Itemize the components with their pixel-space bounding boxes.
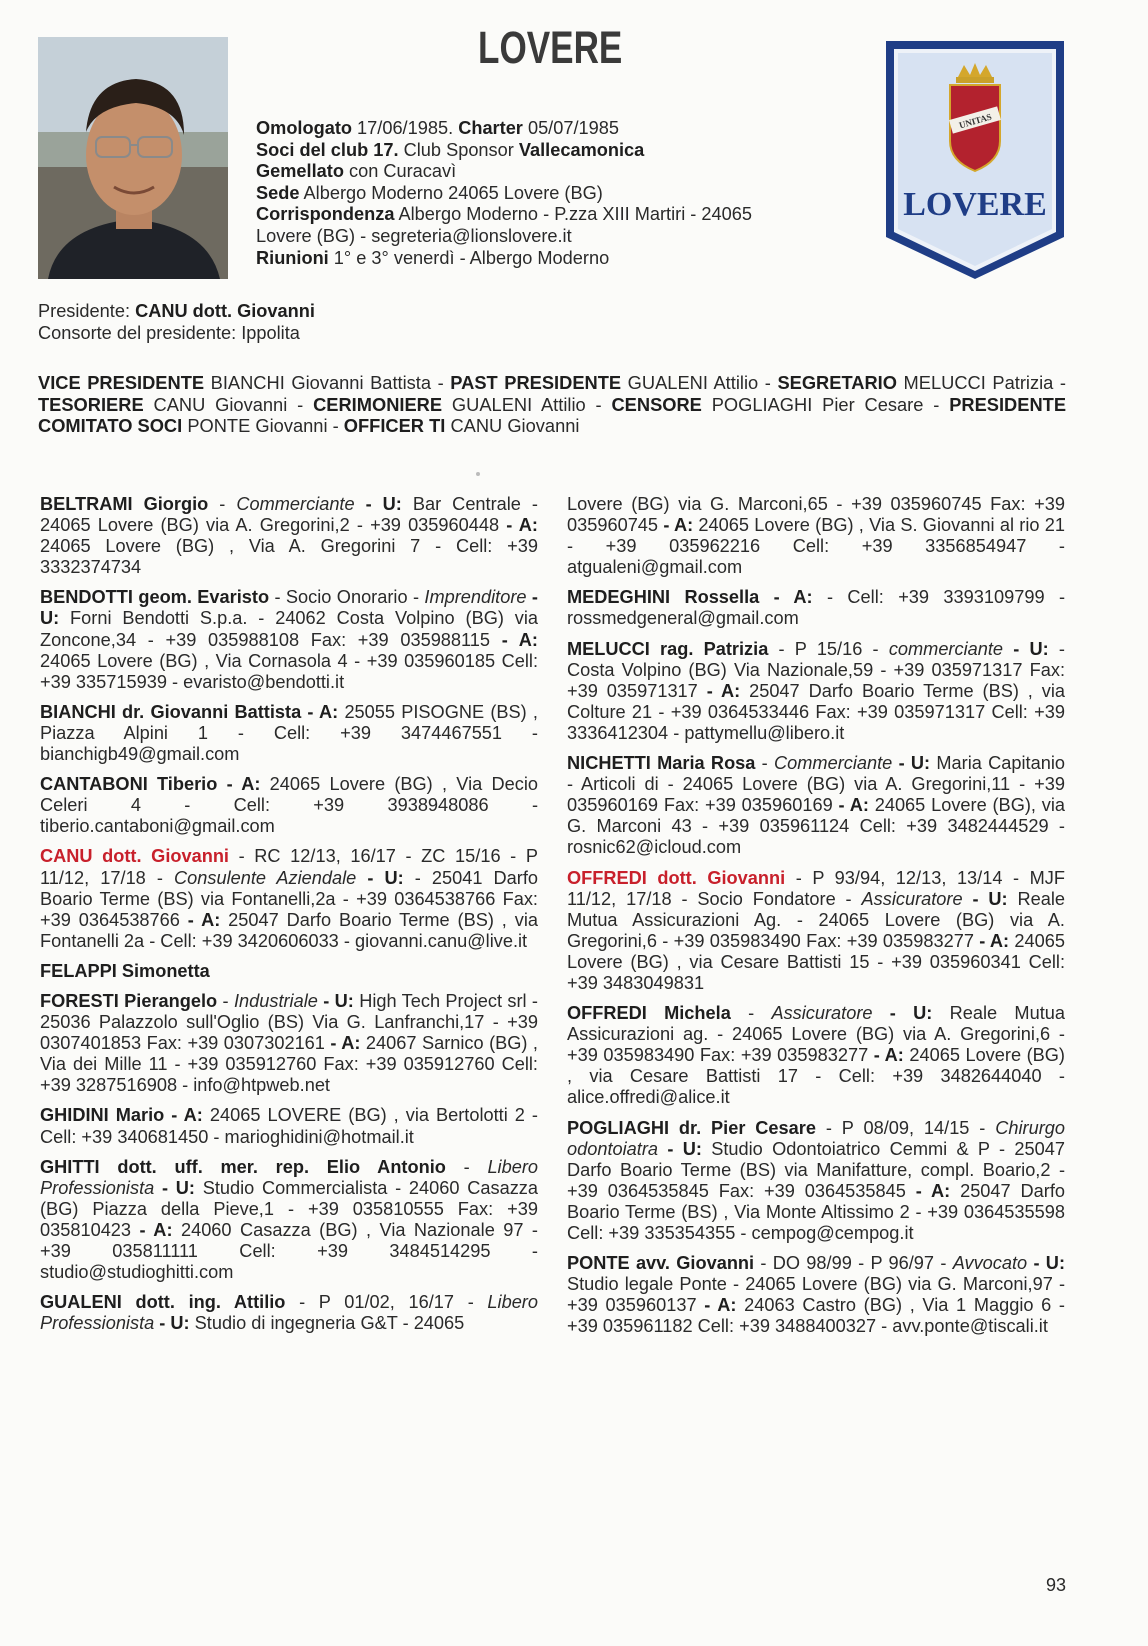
page-title: LOVERE	[478, 22, 623, 73]
member-detail: 24060 Casazza (BG) , Via Nazionale 97 - +39 035811111 Cell: +39 3484514295 - studio@studioghitti.com	[40, 1219, 538, 1283]
officer-name: CANU Giovanni	[153, 393, 288, 415]
member-entry	[40, 1105, 538, 1147]
member-name: POGLIAGHI dr. Pier Cesare	[567, 1117, 816, 1138]
officer-role: TESORIERE	[38, 393, 144, 415]
member-detail: 24065 Lovere (BG) , Via A. Gregorini 7 - Cell: +39 3332374734	[40, 536, 538, 578]
member-detail: 24065 Lovere (BG) , via Cesare Battisti 17 - Cell: +39 3482644040 - alice.offredi@alice.it	[567, 1045, 1065, 1108]
pennant-shield-text: UNITAS	[957, 111, 993, 131]
members-column-right	[567, 494, 1065, 1346]
member-profession: Libero Professionista	[40, 1156, 538, 1198]
info-row-corrispondenza: Corrispondenza Albergo Moderno - P.zza XIII Martiri - 24065	[256, 204, 752, 225]
member-detail: 24065 Lovere (BG), via G. Marconi 43 - +39 035961124 Cell: +39 3482444529 - rosnic62@icloud.com	[567, 795, 1065, 858]
member-detail: - Cell: +39 3393109799 - rossmedgeneral@gmail.com	[567, 587, 1066, 629]
member-detail: - P 93/94, 12/13, 13/14 - MJF 11/12, 17/18 - Socio Fondatore -	[567, 867, 1065, 909]
member-field-label: - A:	[506, 515, 538, 536]
member-detail: 24065 Lovere (BG) , via Cesare Battisti 15 - +39 035960341 Cell: +39 3483049831	[567, 930, 1065, 993]
pennant-name: LOVERE	[903, 186, 1047, 223]
member-detail: Bar Centrale - 24065 Lovere (BG) via A. Gregorini,2 - +39 035960448	[40, 494, 538, 536]
member-detail: -	[208, 494, 237, 514]
info-row-corrispondenza-2: Lovere (BG) - segreteria@lionslovere.it	[256, 225, 572, 246]
officer-name: GUALENI Attilio	[451, 393, 586, 415]
member-detail: Lovere (BG) via G. Marconi,65 - +39 035960745 Fax: +39 035960745	[567, 494, 1065, 536]
president-photo	[38, 37, 228, 279]
member-detail: -	[730, 1003, 772, 1024]
member-field-label: - A:	[217, 774, 261, 795]
member-field-label: - A:	[663, 515, 694, 536]
member-name: BENDOTTI geom. Evaristo	[40, 587, 270, 608]
member-detail: 24067 Sarnico (BG) , Via dei Mille 11 - +39 035912760 Fax: +39 035912760 Cell: +39 3287516908 - info@htpweb.net	[40, 1033, 538, 1096]
member-profession: Chirurgo odontoiatra	[567, 1117, 1065, 1159]
member-name: MEDEGHINI Rossella	[567, 587, 760, 608]
member-entry	[40, 961, 538, 982]
info-row-gemellato: Gemellato con Curacavì	[256, 161, 457, 182]
member-field-label: - A:	[759, 587, 813, 608]
officer-name: CANU Giovanni	[450, 415, 580, 436]
member-field-label: - U:	[658, 1138, 702, 1159]
member-field-label: - U:	[872, 1003, 933, 1024]
member-detail: - Socio Onorario -	[269, 587, 425, 608]
member-detail: 24065 Lovere (BG) , Via S. Giovanni al rio 21 - +39 035962216 Cell: +39 3356854947 - atgualeni@gmail.com	[567, 515, 1065, 578]
member-entry	[40, 494, 538, 578]
member-name: FELAPPI Simonetta	[40, 960, 210, 981]
member-name: CANTABONI Tiberio	[40, 774, 218, 795]
member-detail: Forni Bendotti S.p.a. - 24062 Costa Volpino (BG) via Zoncone,34 - +39 035988108 Fax: +39 035988115	[40, 608, 538, 650]
member-detail: 25047 Darfo Boario Terme (BS) , via Colture 21 - +39 0364533446 Fax: +39 035971317 Cell: +39 3336412304 - pattymellu@libero.it	[567, 680, 1065, 743]
member-name: PONTE avv. Giovanni	[567, 1253, 755, 1274]
member-detail: Reale Mutua Assicurazioni Ag. - 24065 Lovere (BG) via A. Gregorini,6 - +39 035983490 Fax: +39 035983277	[567, 888, 1065, 951]
member-field-label: - A:	[873, 1045, 904, 1066]
info-row-sede: Sede Albergo Moderno 24065 Lovere (BG)	[256, 182, 603, 203]
member-profession: Imprenditore	[424, 587, 527, 608]
officer-role: PAST PRESIDENTE	[450, 372, 622, 393]
officer-role: SEGRETARIO	[777, 372, 897, 393]
member-field-label: - A:	[164, 1105, 203, 1126]
member-entry	[567, 1003, 1065, 1108]
member-entry	[40, 846, 538, 951]
member-profession: Avvocato	[952, 1253, 1028, 1274]
member-entry	[567, 587, 1065, 629]
member-name: OFFREDI dott. Giovanni	[567, 867, 786, 888]
member-detail: Reale Mutua Assicurazioni ag. - 24065 Lovere (BG) via A. Gregorini,6 - +39 035983490 Fax: +39 035983277	[567, 1003, 1065, 1066]
member-field-label: -	[354, 494, 383, 514]
officer-name: POGLIAGHI Pier Cesare	[711, 393, 924, 415]
member-detail: High Tech Project srl - 25036 Palazzolo sull'Oglio (BS) Via G. Lanfranchi,17 - +39 0307401853 Fax: +39 0307302161	[40, 990, 538, 1054]
officer-name: PONTE Giovanni	[187, 415, 328, 436]
member-profession: Commerciante	[236, 494, 355, 514]
member-field-label: - U:	[962, 888, 1008, 909]
member-entry	[567, 753, 1065, 858]
member-detail: 25047 Darfo Boario Terme (BS) , Via Monte Altissimo 2 - +39 0364535598 Cell: +39 335354355 - cempog@cempog.it	[567, 1180, 1065, 1243]
member-entry	[40, 702, 538, 765]
member-entry	[40, 1292, 538, 1334]
member-detail: -	[755, 753, 775, 774]
info-row-riunioni: Riunioni 1° e 3° venerdì - Albergo Moderno	[256, 247, 610, 268]
member-field-label: - U:	[892, 753, 931, 774]
member-entry	[40, 1157, 538, 1284]
member-detail: - Costa Volpino (BG) Via Nazionale,59 - +39 035971317 Fax: +39 035971317	[567, 638, 1065, 701]
member-field-label: - A:	[501, 629, 538, 650]
officer-role: PRESIDENTE COMITATO SOCI	[38, 393, 1067, 436]
president-block	[38, 300, 315, 344]
member-name: GHITTI dott. uff. mer. rep. Elio Antonio	[40, 1156, 446, 1177]
member-detail: 25047 Darfo Boario Terme (BS) , via Fontanelli 2a - Cell: +39 3420606033 - giovanni.canu@live.it	[40, 909, 539, 951]
officer-name: MELUCCI Patrizia	[903, 372, 1054, 393]
member-name: GUALENI dott. ing. Attilio	[40, 1292, 286, 1313]
member-detail: 24065 Lovere (BG) , Via Cornasola 4 - +39 035960185 Cell: +39 335715939 - evaristo@bendotti.it	[40, 650, 538, 692]
officer-role: OFFICER TI	[343, 415, 446, 436]
member-entry	[567, 1118, 1065, 1245]
member-field-label: - U:	[40, 587, 538, 629]
member-field-label: - A:	[706, 680, 741, 701]
member-detail: 24063 Castro (BG) , Via 1 Maggio 6 - +39 035961182 Cell: +39 3488400327 - avv.ponte@tiscali.it	[567, 1295, 1065, 1337]
officer-role: CERIMONIERE	[313, 393, 443, 415]
member-field-label: - U:	[317, 990, 354, 1011]
member-field-label: - U:	[154, 1313, 190, 1334]
officer-role: VICE PRESIDENTE	[38, 372, 205, 393]
member-field-label: - A:	[704, 1295, 737, 1316]
member-detail: - P 15/16 -	[768, 638, 889, 659]
member-detail: - DO 98/99 - P 96/97 -	[754, 1253, 953, 1274]
member-name: CANU dott. Giovanni	[40, 846, 229, 867]
member-field-label: - A:	[915, 1180, 951, 1201]
member-entry	[40, 991, 538, 1096]
member-entry	[567, 639, 1065, 744]
member-entry	[567, 868, 1065, 995]
member-detail: - RC 12/13, 16/17 - ZC 15/16 - P 11/12, 17/18 -	[40, 846, 538, 888]
info-row-omologato: Omologato 17/06/1985. Charter 05/07/1985	[256, 118, 619, 138]
member-field-label: - A:	[979, 930, 1010, 951]
member-detail: 25055 PISOGNE (BS) , Piazza Alpini 1 - Cell: +39 3474467551 - bianchigb49@gmail.com	[40, 701, 538, 765]
officer-role: CENSORE	[611, 393, 702, 415]
member-field-label: - U:	[154, 1177, 195, 1198]
member-profession: Assicuratore	[861, 888, 963, 909]
member-field-label: - U:	[1003, 638, 1049, 659]
member-name: NICHETTI Maria Rosa	[567, 753, 756, 774]
member-profession: commerciante	[888, 638, 1004, 659]
member-profession: Assicuratore	[771, 1003, 873, 1024]
member-name: OFFREDI Michela	[567, 1003, 731, 1024]
officer-name: BIANCHI Giovanni Battista	[210, 372, 432, 393]
member-detail: Maria Capitanio - Articoli di - 24065 Lovere (BG) via A. Gregorini,11 - +39 035960169 Fax: +39 035960169	[567, 753, 1065, 816]
member-field-label: - A:	[139, 1219, 173, 1240]
member-profession: Commerciante	[774, 753, 893, 774]
member-field-label: - A:	[301, 701, 339, 722]
member-profession: Consulente Aziendale	[174, 867, 357, 888]
member-detail: - 25041 Darfo Boario Terme (BS) via Fontanelli,2a - +39 0364538766 Fax: +39 0364538766	[40, 867, 538, 930]
member-field-label: - U:	[356, 867, 404, 888]
member-field-label: - A:	[187, 909, 221, 930]
member-field-label: - A:	[330, 1033, 361, 1054]
member-detail: Studio legale Ponte - 24065 Lovere (BG) via G. Marconi,97 - +39 035960137	[567, 1274, 1065, 1316]
member-detail: -	[445, 1156, 488, 1177]
officers-list: VICE PRESIDENTE BIANCHI Giovanni Battista - PAST PRESIDENTE GUALENI Attilio - SEGRETARIO MELUCCI Patrizia - TESORIERE CANU Giovanni - CERIMONIERE GUALENI Attilio - CENSORE POGLIAGHI Pier Cesare - PRESIDENTE COMITATO SOCI PONTE Giovanni - OFFICER TI CANU Giovanni	[38, 372, 1067, 436]
consorte-line: Consorte del presidente: Ippolita	[38, 323, 300, 343]
club-info	[256, 118, 866, 269]
member-name: BIANCHI dr. Giovanni Battista	[40, 701, 302, 722]
member-field-label: - U:	[1027, 1253, 1065, 1274]
member-detail: Studio di ingegneria G&T - 24065	[189, 1313, 465, 1334]
member-name: FORESTI Pierangelo	[40, 990, 218, 1011]
member-field-label: U:	[382, 494, 402, 514]
member-entry	[40, 587, 538, 692]
member-detail: - P 08/09, 14/15 -	[815, 1117, 996, 1138]
member-entry	[567, 1253, 1065, 1337]
page-number: 93	[1046, 1575, 1067, 1595]
member-profession: Industriale	[233, 990, 318, 1011]
club-pennant	[884, 37, 1066, 282]
member-field-label: - A:	[838, 795, 869, 816]
member-detail: 24065 Lovere (BG) , Via Decio Celeri 4 - Cell: +39 3938948086 - tiberio.cantaboni@gmail.com	[40, 774, 538, 837]
member-entry	[40, 774, 538, 837]
decorative-dot	[476, 472, 480, 476]
info-row-soci: Soci del club 17. Club Sponsor Vallecamonica	[256, 139, 645, 160]
member-entry	[567, 494, 1065, 578]
officer-name: GUALENI Attilio	[627, 372, 759, 393]
president-line: Presidente: CANU dott. Giovanni	[38, 301, 315, 321]
member-detail: -	[217, 990, 234, 1011]
member-profession: Libero Professionista	[40, 1292, 538, 1334]
members-column-left	[40, 494, 538, 1343]
member-name: BELTRAMI Giorgio	[40, 494, 209, 514]
member-detail: Studio Commercialista - 24060 Casazza (BG) Piazza della Pieve,1 - +39 035810555 Fax: +39 035810423	[40, 1177, 538, 1240]
member-name: MELUCCI rag. Patrizia	[567, 638, 769, 659]
member-detail: 24065 LOVERE (BG) , via Bertolotti 2 - Cell: +39 340681450 - marioghidini@hotmail.it	[40, 1105, 538, 1147]
member-detail: Studio Odontoiatrico Cemmi & P - 25047 Darfo Boario Terme (BS) via Manifatture, compl. Boario,2 - +39 0364535845 Fax: +39 0364535845	[567, 1138, 1065, 1201]
member-detail: - P 01/02, 16/17 -	[285, 1292, 488, 1313]
member-name: GHIDINI Mario	[40, 1105, 165, 1126]
